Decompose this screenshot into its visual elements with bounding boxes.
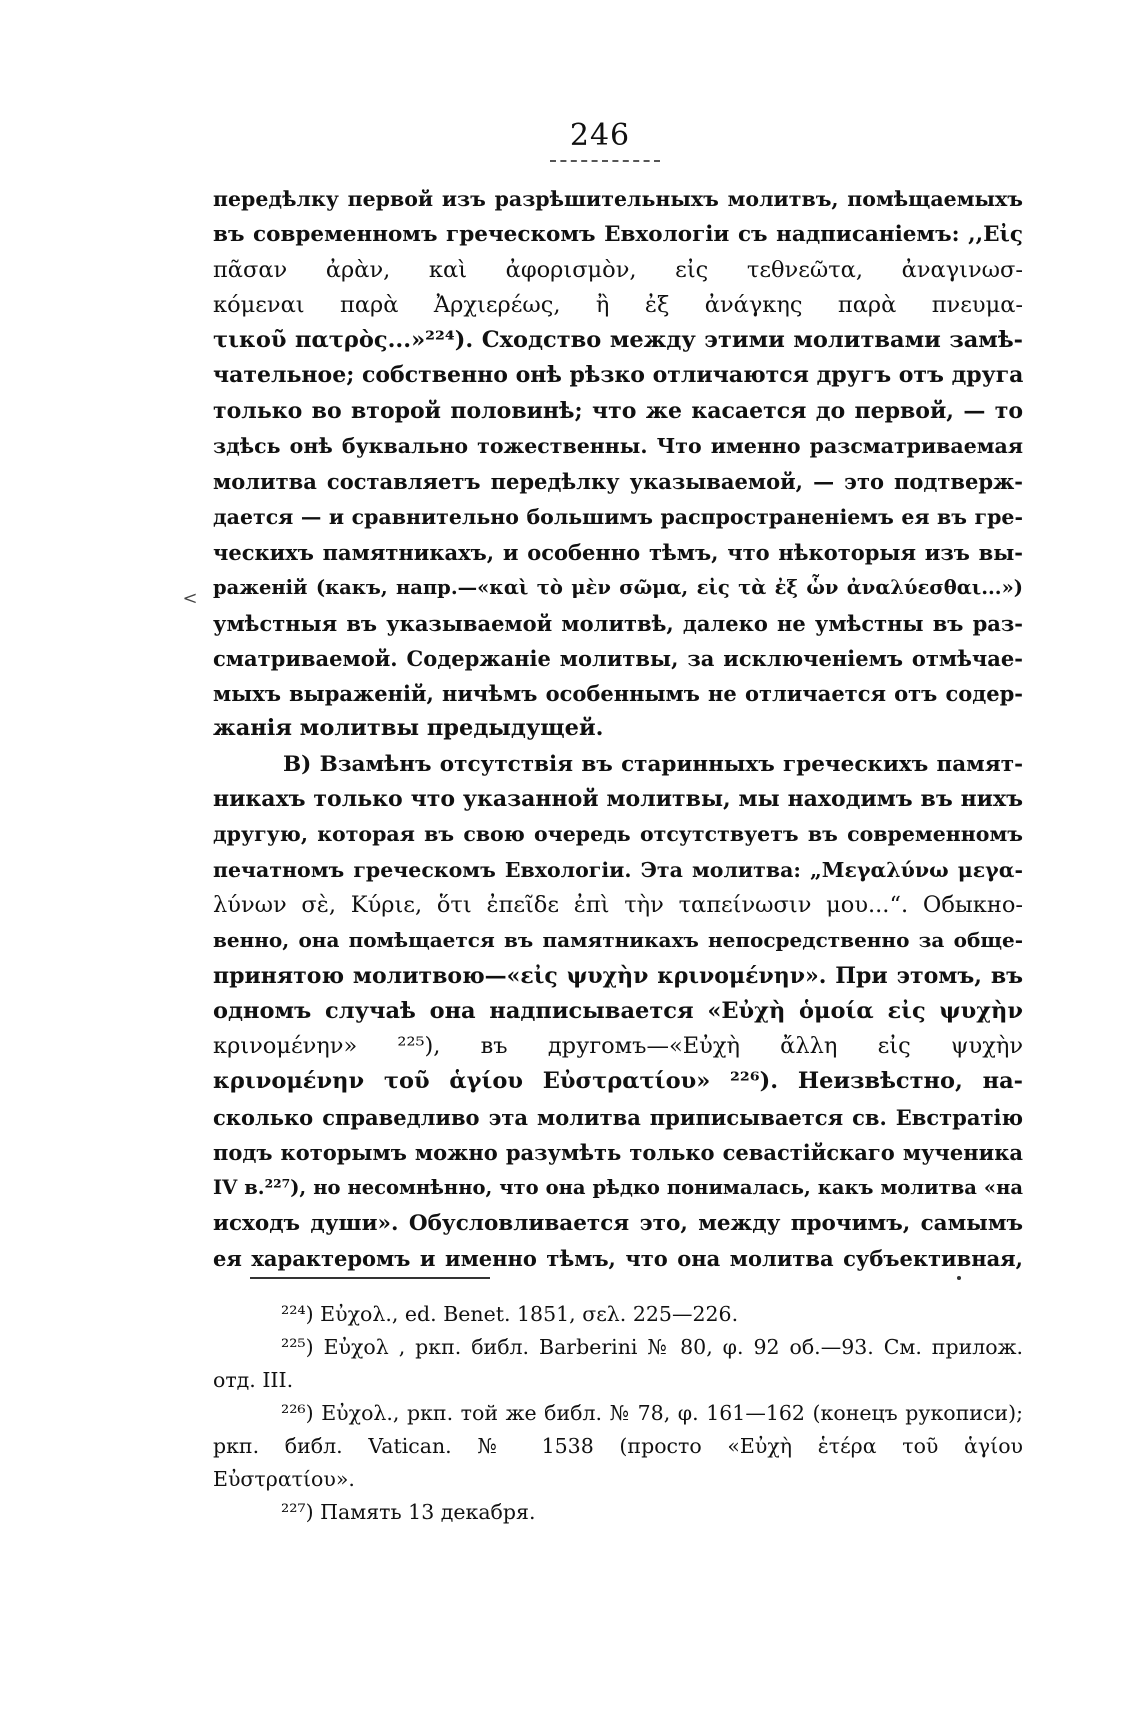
- body-line: другую, которая въ свою очередь отсутствуетъ въ современномъ: [213, 822, 1023, 847]
- body-line: В) Взамѣнъ отсутствія въ старинныхъ греческихъ памят-: [283, 751, 1023, 777]
- footnote-line: ²²⁶) Εὐχολ., ркп. той же библ. № 78, φ. 161—162 (конецъ рукописи);: [281, 1401, 1023, 1425]
- page-number-underline: [550, 160, 660, 162]
- body-line: чательное; собственно онѣ рѣзко отличаются другъ отъ друга: [213, 362, 1023, 389]
- body-line: πᾶσαν ἀρὰν, καὶ ἀφορισμὸν, εἰς τεθνεῶτα, ἀναγινωσ-: [213, 256, 1023, 283]
- body-line: дается — и сравнительно большимъ распространеніемъ ея въ гре-: [213, 504, 1023, 529]
- body-line: жанія молитвы предыдущей.: [213, 715, 604, 742]
- body-line: печатномъ греческомъ Евхологіи. Эта молитва: „Μεγαλύνω μεγα-: [213, 857, 1023, 882]
- margin-annotation: <: [182, 588, 198, 609]
- body-line: сколько справедливо эта молитва приписывается св. Евстратію: [213, 1104, 1023, 1130]
- body-line: IV в.²²⁷), но несомнѣнно, что она рѣдко понималась, какъ молитва «на: [213, 1176, 1023, 1200]
- body-line: κρινομένην τοῦ ἁγίου Εὐστρατίου» ²²⁶). Неизвѣстно, на-: [213, 1068, 1023, 1095]
- footnote-line: ркп. библ. Vatican. № 1538 (просто «Εὐχὴ ἑτέρα τοῦ ἁγίου: [213, 1434, 1023, 1458]
- body-line: только во второй половинѣ; что же касается до первой, — то: [213, 397, 1023, 424]
- body-line: раженій (какъ, напр.—«καὶ τὸ μὲν σῶμα, εἰς τὰ ἐξ ὧν ἀναλύεσθαι...»): [213, 576, 1023, 600]
- body-line: молитва составляетъ передѣлку указываемой, — это подтверж-: [213, 469, 1023, 495]
- body-line: въ современномъ греческомъ Евхологіи съ надписаніемъ: ,,Εἰς: [213, 222, 1023, 248]
- body-line: τικοῦ πατρὸς...»²²⁴). Сходство между этими молитвами замѣ-: [213, 327, 1023, 354]
- body-line: сматриваемой. Содержаніе молитвы, за исключеніемъ отмѣчае-: [213, 645, 1023, 671]
- body-line: одномъ случаѣ она надписывается «Εὐχὴ ὁμοία εἰς ψυχὴν: [213, 997, 1023, 1024]
- body-line: κόμεναι παρὰ Ἀρχιερέως, ἢ ἐξ ἀνάγκης παρὰ πνευμα-: [213, 291, 1023, 318]
- footnotes: [213, 1298, 1023, 1529]
- body-line: ческихъ памятникахъ, и особенно тѣмъ, что нѣкоторыя изъ вы-: [213, 539, 1023, 565]
- body-line: здѣсь онѣ буквально тожественны. Что именно разсматриваемая: [213, 434, 1023, 459]
- footnote-line: ²²⁷) Память 13 декабря.: [281, 1500, 536, 1524]
- footnote-line: ²²⁴) Εὐχολ., ed. Benet. 1851, σελ. 225—226.: [281, 1302, 739, 1326]
- body-line: принятою молитвою—«εἰς ψυχὴν κρινομένην». При этомъ, въ: [213, 962, 1023, 989]
- ink-speck: [957, 1276, 961, 1280]
- body-line: подъ которымъ можно разумѣть только севастійскаго мученика: [213, 1140, 1023, 1166]
- body-line: передѣлку первой изъ разрѣшительныхъ молитвъ, помѣщаемыхъ: [213, 187, 1023, 211]
- body-line: исходъ души». Обусловливается это, между прочимъ, самымъ: [213, 1210, 1023, 1236]
- footnote-line: ²²⁵) Εὐχολ , ркп. библ. Barberini № 80, φ. 92 об.—93. См. прилож.: [281, 1335, 1023, 1359]
- body-line: венно, она помѣщается въ памятникахъ непосредственно за обще-: [213, 928, 1023, 953]
- body-text: [213, 182, 1023, 1276]
- body-line: ея характеромъ и именно тѣмъ, что она молитва субъективная,: [213, 1245, 1023, 1271]
- footnote-line: отд. III.: [213, 1368, 294, 1392]
- body-line: умѣстныя въ указываемой молитвѣ, далеко не умѣстны въ раз-: [213, 610, 1023, 636]
- body-line: κρινομένην» ²²⁵), въ другомъ—«Εὐχὴ ἄλλη εἰς ψυχὴν: [213, 1033, 1023, 1060]
- body-line: мыхъ выраженій, ничѣмъ особеннымъ не отличается отъ содер-: [213, 681, 1023, 707]
- body-line: никахъ только что указанной молитвы, мы находимъ въ нихъ: [213, 786, 1023, 813]
- page-number: 246: [569, 118, 631, 153]
- body-line: λύνων σὲ, Κύριε, ὅτι ἐπεῖδε ἐπὶ τὴν ταπείνωσιν μου...“. Обыкно-: [213, 891, 1023, 918]
- footnote-line: Εὐστρατίου».: [213, 1467, 355, 1491]
- footnote-separator: [250, 1277, 490, 1279]
